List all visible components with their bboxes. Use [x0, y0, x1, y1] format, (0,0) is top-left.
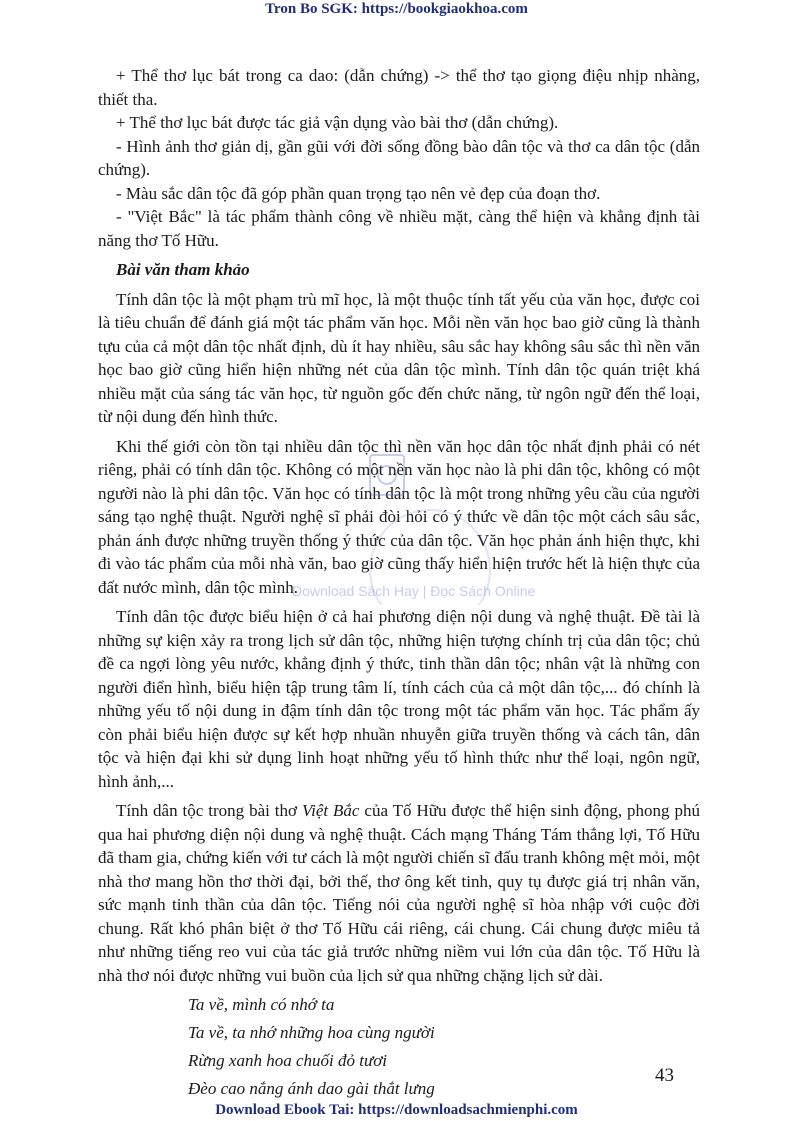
paragraph-text: Tính dân tộc trong bài thơ — [116, 801, 302, 820]
paragraph: Khi thế giới còn tồn tại nhiều dân tộc thì nền văn học dân tộc nhất định phải có nét riêng, phải có tính dân tộc. Không có một nền văn học nào là phi dân tộc, không có một người nào là phi dân tộc. Văn học có tính dân tộc là một trong những yêu cầu của người sáng tạo nghệ thuật. Người nghệ sĩ phải đòi hỏi có ý thức về dân tộc một cách sâu sắc, phản ánh được những truyền thống ý thức của dân tộc. Văn học phản ánh hiện thực, khi đi vào tác phẩm của mỗi nhà văn, bao giờ cũng thấy hiển hiện trước hết là hiện thực của đất nước mình, dân tộc mình. — [98, 436, 700, 597]
poem-line: Đèo cao nắng ánh dao gài thắt lưng — [188, 1079, 435, 1098]
poem-excerpt — [98, 991, 700, 1103]
paragraph — [98, 799, 700, 987]
bullet-item: - Màu sắc dân tộc đã góp phần quan trọng tạo nên vẻ đẹp của đoạn thơ. — [116, 183, 601, 203]
top-banner-link[interactable]: Tron Bo SGK: https://bookgiaokhoa.com — [265, 1, 528, 17]
bullet-item: - "Việt Bắc" là tác phẩm thành công về nhiều mặt, càng thể hiện và khẳng định tài năng thơ Tố Hữu. — [98, 207, 700, 250]
poem-line: Ta về, mình có nhớ ta — [188, 995, 335, 1014]
paragraph-text: của Tố Hữu được thể hiện sinh động, phong phú qua hai phương diện nội dung và nghệ thuật. Cách mạng Tháng Tám thắng lợi, Tố Hữu đã tham gia, chứng kiến với tư cách là một người chiến sĩ đấu tranh không mệt mỏi, một nhà thơ mang hồn thơ thời đại, bởi thế, thơ ông kết tinh, quy tụ được giá trị nhân văn, sức mạnh tinh thần của dân tộc. Tiếng nói của người nghệ sĩ hòa nhập với cuộc đời chung. Rất khó phân biệt ở thơ Tố Hữu cái riêng, cái chung. Cái chung được miêu tả như những tiếng reo vui của tác giả trước những niềm vui lớn của dân tộc. Tố Hữu là nhà thơ nói được những vui buồn của lịch sử qua những chặng lịch sử dài. — [98, 801, 700, 985]
paragraph: Tính dân tộc được biểu hiện ở cả hai phương diện nội dung và nghệ thuật. Đề tài là những sự kiện xảy ra trong lịch sử dân tộc, những hiện tượng chính trị của dân tộc; chủ đề ca ngợi lòng yêu nước, khẳng định ý thức, tinh thần dân tộc; nhân vật là những con người điển hình, biểu hiện tập trung tâm lí, tính cách của cả một dân tộc,... đó chính là những yếu tố nội dung in đậm tính dân tộc trong một tác phẩm văn học. Tác phẩm ấy còn phải biểu hiện được sự kết hợp nhuần nhuyễn giữa truyền thống và cách tân, dân tộc và hiện đại khi sử dụng linh hoạt những yếu tố hình thức như thể loại, ngôn ngữ, hình ảnh,... — [98, 607, 700, 791]
poem-title: Việt Bắc — [301, 801, 360, 820]
bullet-item: - Hình ảnh thơ giản dị, gần gũi với đời sống đồng bào dân tộc và thơ ca dân tộc (dẫn chứng). — [98, 136, 700, 179]
paragraph: Tính dân tộc là một phạm trù mĩ học, là một thuộc tính tất yếu của văn học, được coi là tiêu chuẩn để đánh giá một tác phẩm văn học. Mỗi nền văn học bao giờ cũng là thành tựu của cả một dân tộc nhất định, dù ít hay nhiều, sâu sắc hay không sâu sắc thì nền văn học bao giờ cũng hiển hiện những nét của dân tộc mình. Tính dân tộc quán triệt khá nhiều mặt của sáng tác văn học, từ nguồn gốc đến chức năng, từ ngôn ngữ đến thể loại, từ nội dung đến hình thức. — [98, 289, 700, 426]
bottom-banner-link[interactable]: Download Ebook Tai: https://downloadsachmienphi.com — [215, 1102, 578, 1118]
watermark-text: Download Sách Hay | Đọc Sách Online — [292, 583, 536, 599]
poem-line: Ta về, ta nhớ những hoa cùng người — [188, 1023, 435, 1042]
poem-line: Rừng xanh hoa chuối đỏ tươi — [188, 1051, 388, 1070]
page-content — [98, 64, 700, 1103]
section-title: Bài văn tham khảo — [116, 260, 250, 279]
bullet-item: + Thể thơ lục bát được tác giả vận dụng vào bài thơ (dẫn chứng). — [116, 113, 559, 132]
bullet-item: + Thể thơ lục bát trong ca dao: (dẫn chứng) -> thể thơ tạo giọng điệu nhịp nhàng, thiết tha. — [98, 66, 700, 109]
page-number: 43 — [655, 1065, 674, 1086]
